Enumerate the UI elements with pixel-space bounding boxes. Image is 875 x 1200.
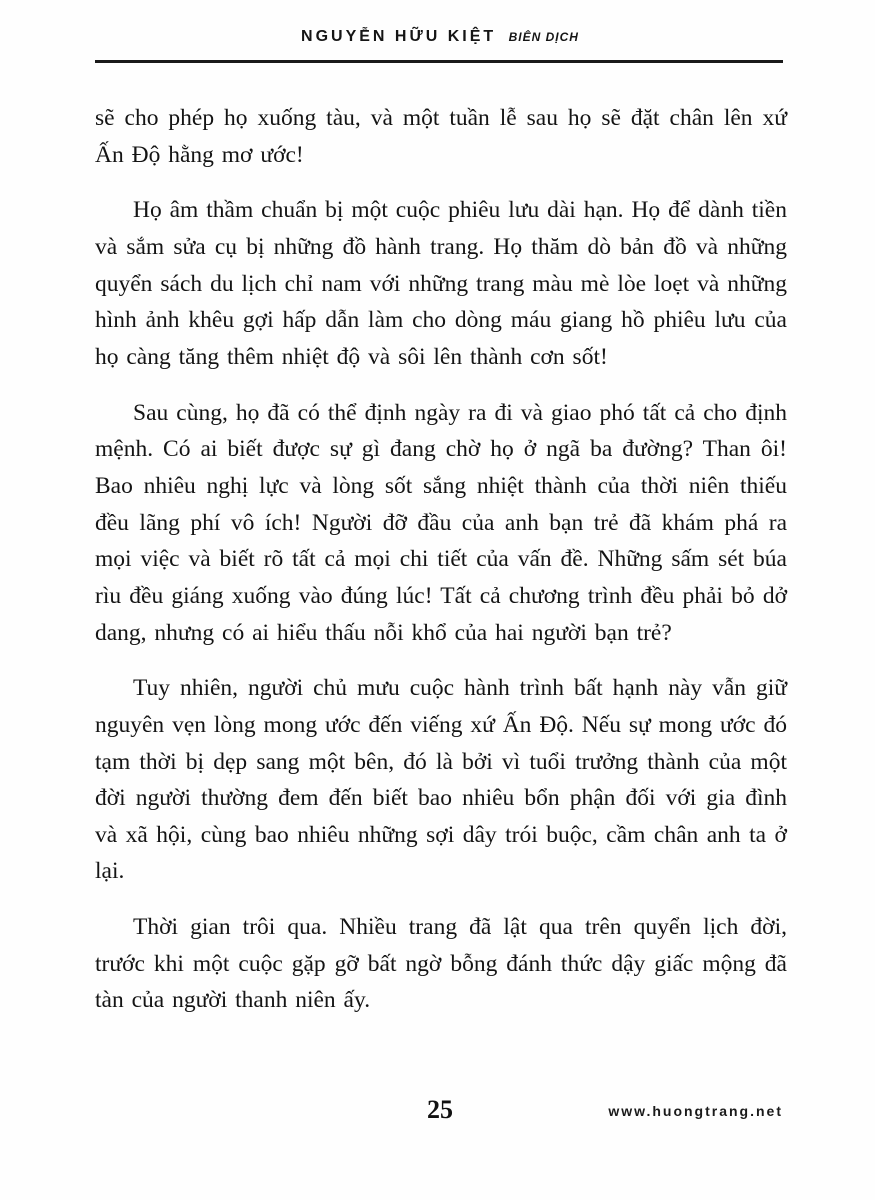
header-rule bbox=[95, 60, 783, 63]
header-author: NGUYỄN HỮU KIỆT bbox=[301, 28, 497, 45]
paragraph: sẽ cho phép họ xuống tàu, và một tuần lễ sau họ sẽ đặt chân lên xứ Ấn Độ hằng mơ ước! bbox=[95, 105, 787, 168]
header-role: BIÊN DỊCH bbox=[508, 30, 579, 44]
page-number: 25 bbox=[427, 1095, 453, 1124]
publisher-website: www.huongtrang.net bbox=[608, 1103, 783, 1119]
paragraph: Thời gian trôi qua. Nhiều trang đã lật qua trên quyển lịch đời, trước khi một cuộc gặp gỡ bất ngờ bỗng đánh thức dậy giấc mộng đã tàn của người thanh niên ấy. bbox=[95, 914, 787, 1014]
paragraph: Sau cùng, họ đã có thể định ngày ra đi và giao phó tất cả cho định mệnh. Có ai biết được sự gì đang chờ họ ở ngã ba đường? Than ôi! Bao nhiêu nghị lực và lòng sốt sắng nhiệt thành của thời niên thiếu đều lãng phí vô ích! Người đỡ đầu của anh bạn trẻ đã khám phá ra mọi việc và biết rõ tất cả mọi chi tiết của vấn đề. Những sấm sét búa rìu đều giáng xuống vào đúng lúc! Tất cả chương trình đều phải bỏ dở dang, nhưng có ai hiểu thấu nỗi khổ của hai người bạn trẻ? bbox=[95, 399, 787, 646]
body-text bbox=[95, 100, 787, 1038]
page-header bbox=[95, 28, 785, 46]
paragraph: Họ âm thầm chuẩn bị một cuộc phiêu lưu dài hạn. Họ để dành tiền và sắm sửa cụ bị những đồ hành trang. Họ thăm dò bản đồ và những quyển sách du lịch chỉ nam với những trang màu mè lòe loẹt và những hình ảnh khêu gợi hấp dẫn làm cho dòng máu giang hồ phiêu lưu của họ càng tăng thêm nhiệt độ và sôi lên thành cơn sốt! bbox=[95, 197, 787, 370]
paragraph: Tuy nhiên, người chủ mưu cuộc hành trình bất hạnh này vẫn giữ nguyên vẹn lòng mong ước đến viếng xứ Ấn Độ. Nếu sự mong ước đó tạm thời bị dẹp sang một bên, đó là bởi vì tuổi trưởng thành của một đời người thường đem đến biết bao nhiêu bổn phận đối với gia đình và xã hội, cùng bao nhiêu những sợi dây trói buộc, cầm chân anh ta ở lại. bbox=[95, 675, 787, 885]
